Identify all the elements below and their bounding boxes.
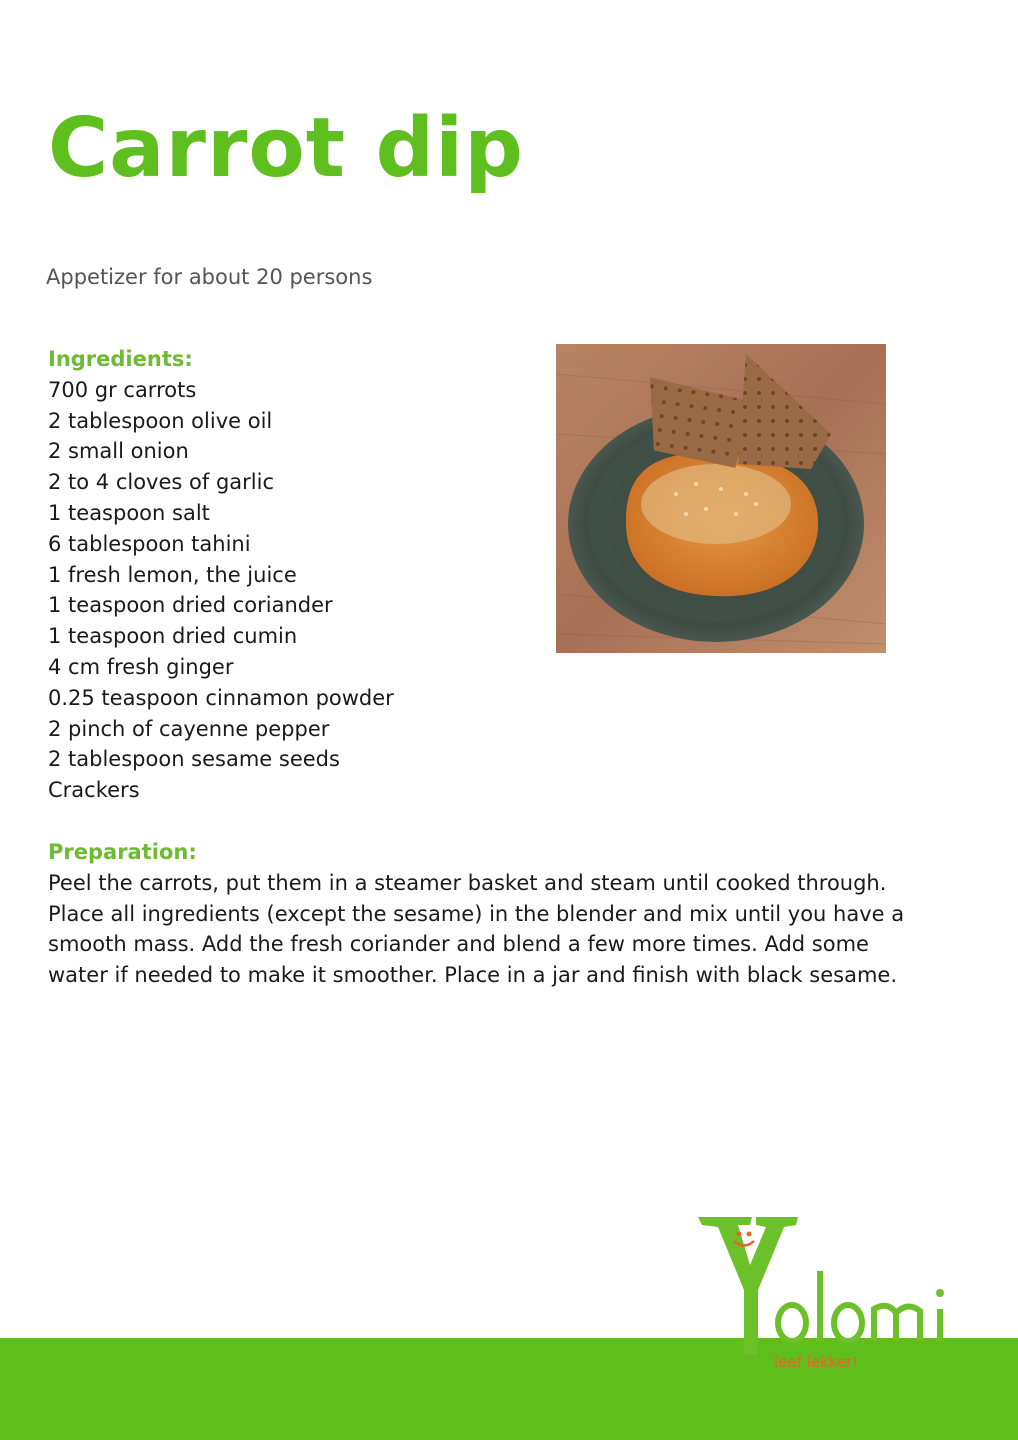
ingredient-item: 1 teaspoon dried cumin [48,624,298,649]
ingredient-item: 4 cm fresh ginger [48,654,234,679]
ingredients-list [48,375,528,806]
dish-photo [556,344,886,653]
svg-text:leef lekker!: leef lekker! [774,1353,859,1371]
ingredient-item: 1 teaspoon salt [48,500,210,525]
ingredients-heading: Ingredients: [48,347,193,371]
ingredients-section [48,344,528,806]
recipe-subtitle: Appetizer for about 20 persons [46,265,373,289]
yolomi-logo [690,1205,970,1380]
ingredient-item: Crackers [48,778,140,803]
ingredient-item: 2 pinch of cayenne pepper [48,716,330,741]
recipe-title: Carrot dip [48,101,524,196]
ingredient-item: 1 fresh lemon, the juice [48,562,297,587]
ingredient-item: 2 small onion [48,439,189,464]
ingredient-item: 6 tablespoon tahini [48,531,251,556]
ingredient-item: 2 to 4 cloves of garlic [48,470,274,495]
ingredient-item: 1 teaspoon dried coriander [48,593,333,618]
preparation-text: Peel the carrots, put them in a steamer basket and steam until cooked through. Place all ingredients (except the sesame) in the blender and mix until you have a smooth mass. Add the fresh coriander and blend a few more times. Add some water if needed to make it smoother. Place in a jar and finish with black sesame. [48,870,905,988]
preparation-section [48,837,928,991]
ingredient-item: 700 gr carrots [48,377,197,402]
ingredient-item: 2 tablespoon olive oil [48,408,273,433]
ingredient-item: 0.25 teaspoon cinnamon powder [48,685,394,710]
ingredient-item: 2 tablespoon sesame seeds [48,747,340,772]
preparation-heading: Preparation: [48,840,197,864]
